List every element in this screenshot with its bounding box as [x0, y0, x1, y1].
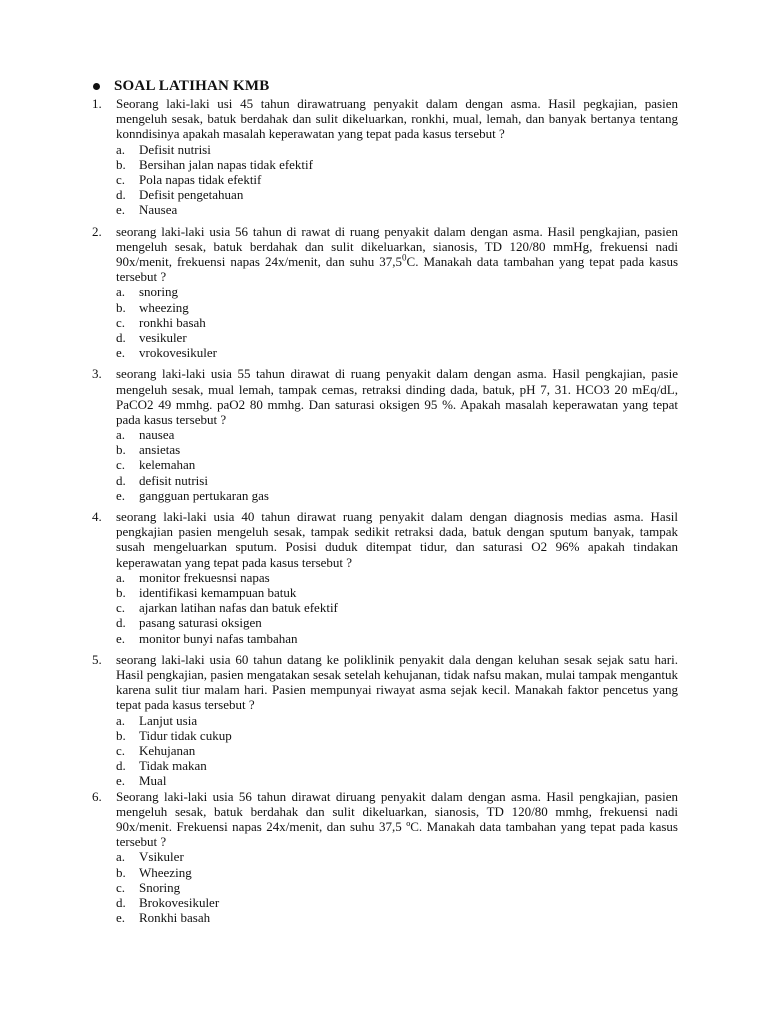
- option-text: defisit nutrisi: [139, 472, 208, 488]
- option-letter: b.: [116, 442, 126, 458]
- option-d: [116, 758, 678, 773]
- option-text: pasang saturasi oksigen: [139, 615, 262, 631]
- option-b: [116, 300, 678, 315]
- option-text: vrokovesikuler: [139, 345, 217, 361]
- option-list: [116, 570, 678, 646]
- question-number: 5.: [92, 651, 102, 667]
- question-text: seorang laki-laki usia 55 tahun dirawat di ruang penyakit dalam dengan asma. Hasil pengkajian, pasie mengeluh sesak, mual lemah, tampak cemas, retraksi dinding dada, batuk, pH 7, 31. HCO3 20 mEq/dL, PaCO2 49 mmhg. paO2 80 mmhg. Dan saturasi oksigen 95 %. Apakah masalah keperawatan yang tepat pada kasus tersebut ?: [116, 366, 678, 427]
- question-text-part: C. Manakah data tambahan yang tepat pada kasus tersebut ?: [116, 253, 679, 285]
- option-a: [116, 284, 678, 299]
- option-text: Snoring: [139, 879, 181, 895]
- option-a: [116, 713, 678, 728]
- option-d: [116, 895, 678, 910]
- option-text: Mual: [139, 773, 167, 789]
- option-text: Nausea: [139, 202, 178, 218]
- question-4: [92, 509, 678, 646]
- option-e: [116, 488, 678, 503]
- option-letter: c.: [116, 742, 126, 758]
- option-letter: a.: [116, 427, 126, 443]
- option-a: [116, 142, 678, 157]
- option-letter: d.: [116, 894, 126, 910]
- option-e: [116, 631, 678, 646]
- option-text: Bersihan jalan napas tidak efektif: [139, 156, 313, 172]
- question-text: seorang laki-laki usia 60 tahun datang ke poliklinik penyakit dala dengan keluhan sesak sejak satu hari. Hasil pengkajian, pasien mengatakan sesak setelah kehujanan, tidak nafsu makan, mulai tampak mengantuk karena sulit tiur malam hari. Pasien mempunyai riwayat asma sejak kecil. Manakah faktor pencetus yang tepat pada kasus tersebut ?: [116, 651, 678, 713]
- question-5: [92, 652, 678, 789]
- question-2: [92, 224, 678, 361]
- option-c: [116, 600, 678, 615]
- question-list: [92, 96, 678, 931]
- option-text: monitor bunyi nafas tambahan: [139, 630, 298, 646]
- option-text: ronkhi basah: [139, 314, 206, 330]
- option-text: identifikasi kemampuan batuk: [139, 585, 297, 601]
- option-text: monitor frekuesnsi napas: [139, 569, 270, 585]
- option-c: [116, 457, 678, 472]
- option-text: Defisit nutrisi: [139, 141, 211, 157]
- option-e: [116, 202, 678, 217]
- option-text: kelemahan: [139, 457, 196, 473]
- option-letter: d.: [116, 329, 126, 345]
- question-3: [92, 366, 678, 503]
- option-d: [116, 330, 678, 345]
- option-b: [116, 442, 678, 457]
- option-letter: c.: [116, 171, 126, 187]
- option-letter: d.: [116, 187, 126, 203]
- option-e: [116, 910, 678, 925]
- question-number: 3.: [92, 366, 102, 382]
- option-letter: c.: [116, 600, 126, 616]
- option-d: [116, 615, 678, 630]
- option-text: vesikuler: [139, 329, 187, 345]
- option-text: Kehujanan: [139, 742, 196, 758]
- option-b: [116, 865, 678, 880]
- question-6: [92, 789, 678, 926]
- option-letter: d.: [116, 615, 126, 631]
- option-letter: e.: [116, 487, 126, 503]
- question-1: [92, 96, 678, 218]
- question-number: 4.: [92, 509, 102, 525]
- option-text: Lanjut usia: [139, 712, 198, 728]
- option-letter: e.: [116, 202, 126, 218]
- option-letter: a.: [116, 569, 126, 585]
- option-b: [116, 728, 678, 743]
- option-list: [116, 713, 678, 789]
- option-letter: b.: [116, 299, 126, 315]
- document-heading: [93, 78, 269, 95]
- option-c: [116, 880, 678, 895]
- option-list: [116, 142, 678, 218]
- option-text: Tidur tidak cukup: [139, 727, 232, 743]
- option-text: ansietas: [139, 442, 181, 458]
- option-letter: d.: [116, 472, 126, 488]
- option-letter: e.: [116, 773, 126, 789]
- option-letter: a.: [116, 849, 126, 865]
- option-text: Defisit pengetahuan: [139, 187, 244, 203]
- option-d: [116, 473, 678, 488]
- option-letter: b.: [116, 864, 126, 880]
- option-letter: a.: [116, 141, 126, 157]
- option-a: [116, 570, 678, 585]
- option-list: [116, 284, 678, 360]
- degree-superscript: 0: [402, 252, 407, 263]
- option-letter: a.: [116, 712, 126, 728]
- question-text-part: seorang laki-laki usia 56 tahun di rawat di ruang penyakit dalam dengan asma. Hasil pengkajian, pasien mengeluh sesak, batuk berdahak dan sulit dikeluarkan, sianosis, TD 120/80 mmHg, frekuensi nadi 90x/menit, frekuensi napas 24x/menit, dan suhu 37,5: [116, 223, 678, 269]
- option-e: [116, 773, 678, 788]
- option-letter: b.: [116, 727, 126, 743]
- question-text: Seorang laki-laki usia 56 tahun dirawat diruang penyakit dalam dengan asma. Hasil pengkajian, pasien mengeluh sesak, batuk berdahak dan sulit dikeluarkan, sianosis, TD 120/80 mmhg, frekuensi nadi 90x/menit. Frekuensi napas 24x/menit, dan suhu 37,5 ºC. Manakah data tambahan yang tepat pada kasus tersebut ?: [116, 788, 678, 850]
- option-text: Pola napas tidak efektif: [139, 171, 262, 187]
- option-letter: b.: [116, 585, 126, 601]
- option-list: [116, 427, 678, 503]
- option-c: [116, 315, 678, 330]
- option-c: [116, 743, 678, 758]
- option-text: Wheezing: [139, 864, 192, 880]
- option-letter: c.: [116, 314, 126, 330]
- option-text: ajarkan latihan nafas dan batuk efektif: [139, 600, 338, 616]
- option-b: [116, 585, 678, 600]
- option-d: [116, 187, 678, 202]
- option-text: Ronkhi basah: [139, 910, 211, 926]
- heading-text: SOAL LATIHAN KMB: [114, 78, 270, 94]
- question-number: 6.: [92, 788, 102, 804]
- option-b: [116, 157, 678, 172]
- option-text: wheezing: [139, 299, 189, 315]
- option-a: [116, 849, 678, 864]
- bullet-icon: [93, 83, 100, 90]
- option-c: [116, 172, 678, 187]
- question-text: seorang laki-laki usia 40 tahun dirawat ruang penyakit dalam dengan diagnosis medias asma. Hasil pengkajian pasien mengeluh sesak, tampak sedikit retraksi dada, batuk dengan sputum banyak, tampak susah mengeluarkan sputum. Posisi duduk ditempat tidur, dan saturasi O2 96% apakah tindakan keperawatan yang tepat pada kasus tersebut ?: [116, 509, 678, 570]
- option-letter: e.: [116, 910, 126, 926]
- option-text: nausea: [139, 427, 175, 443]
- option-letter: e.: [116, 345, 126, 361]
- option-letter: b.: [116, 156, 126, 172]
- option-letter: c.: [116, 879, 126, 895]
- question-number: 1.: [92, 96, 102, 111]
- question-text: [116, 224, 678, 285]
- option-text: gangguan pertukaran gas: [139, 487, 269, 503]
- option-e: [116, 345, 678, 360]
- option-text: snoring: [139, 284, 178, 300]
- option-letter: a.: [116, 284, 126, 300]
- question-number: 2.: [92, 223, 102, 239]
- option-letter: d.: [116, 758, 126, 774]
- option-text: Vsikuler: [139, 849, 184, 865]
- option-letter: c.: [116, 457, 126, 473]
- option-letter: e.: [116, 630, 126, 646]
- option-text: Tidak makan: [139, 758, 207, 774]
- option-a: [116, 427, 678, 442]
- option-text: Brokovesikuler: [139, 894, 220, 910]
- option-list: [116, 849, 678, 925]
- question-text: Seorang laki-laki usi 45 tahun dirawatruang penyakit dalam dengan asma. Hasil pegkajian, pasien mengeluh sesak, batuk berdahak dan sulit dikeluarkan, ronkhi, mual, lemah, dan banyak bertanya tentang konndisinya apakah masalah keperawatan yang tepat pada kasus tersebut ?: [116, 96, 678, 142]
